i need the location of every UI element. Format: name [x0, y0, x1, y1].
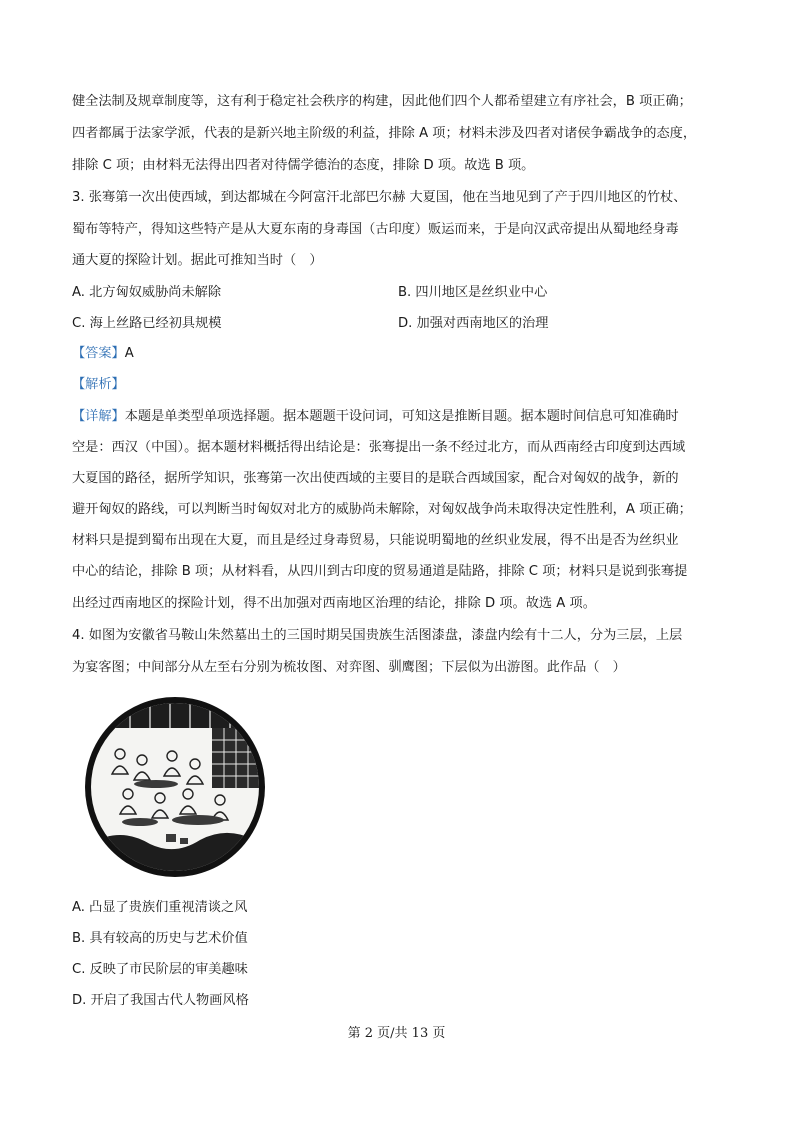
q3-detail-line: 空是：西汉（中国）。据本题材料概括得出结论是：张骞提出一条不经过北方，而从西南经古印度到达西域	[72, 440, 686, 455]
detail-text: 本题是单类型单项选择题。据本题题干设问词，可知这是推断目题。据本题时间信息可知准确时	[124, 409, 679, 424]
q4-stem-line: 为宴客图；中间部分从左至右分别为梳妆图、对弈图、驯鹰图；下层似为出游图。此作品（ ）	[72, 660, 626, 675]
q4-option-c: C. 反映了市民阶层的审美趣味	[72, 962, 248, 977]
analysis-tag	[72, 375, 125, 395]
q3-stem-line: 蜀布等特产，得知这些特产是从大夏东南的身毒国（古印度）贩运而来，于是向汉武帝提出从蜀地经身毒	[72, 222, 679, 237]
page-footer: 第 2 页/共 13 页	[347, 1026, 446, 1041]
answer-value: A	[124, 346, 134, 361]
q3-answer	[72, 344, 134, 364]
q3-detail-line: 中心的结论，排除 B 项；从材料看，从四川到古印度的贸易通道是陆路，排除 C 项；材料只是说到张骞提	[72, 564, 688, 579]
q3-detail-line: 材料只是提到蜀布出现在大夏，而且是经过身毒贸易，只能说明蜀地的丝织业发展，得不出是否为丝织业	[72, 533, 679, 548]
q3-option-b: B. 四川地区是丝织业中心	[398, 285, 548, 300]
intro-line: 四者都属于法家学派，代表的是新兴地主阶级的利益，排除 A 项；材料未涉及四者对诸侯争霸战争的态度，	[72, 126, 697, 141]
q3-detail-line: 避开匈奴的路线，可以判断当时匈奴对北方的威胁尚未解除，对匈奴战争尚未取得决定性胜利，A 项正确；	[72, 502, 692, 517]
q3-detail-line	[72, 407, 732, 427]
q4-option-b: B. 具有较高的历史与艺术价值	[72, 931, 248, 946]
lacquer-plate-image	[80, 694, 270, 879]
detail-tag: 【详解】	[72, 409, 125, 424]
intro-line: 健全法制及规章制度等，这有利于稳定社会秩序的构建，因此他们四个人都希望建立有序社会，B 项正确；	[72, 94, 692, 109]
q3-detail-line: 大夏国的路径，据所学知识，张骞第一次出使西域的主要目的是联合西域国家，配合对匈奴的战争，新的	[72, 471, 679, 486]
intro-line: 排除 C 项；由材料无法得出四者对待儒学德治的态度，排除 D 项。故选 B 项。	[72, 158, 535, 173]
analysis-tag-text: 【解析】	[72, 377, 125, 392]
q4-stem-line: 4. 如图为安徽省马鞍山朱然墓出土的三国时期吴国贵族生活图漆盘，漆盘内绘有十二人，分为三层，上层	[72, 628, 683, 643]
q3-stem-line: 通大夏的探险计划。据此可推知当时（ ）	[72, 253, 323, 268]
q4-option-a: A. 凸显了贵族们重视清谈之风	[72, 900, 248, 915]
q3-option-d: D. 加强对西南地区的治理	[398, 316, 549, 331]
q3-stem-line: 3. 张骞第一次出使西域，到达都城在今阿富汗北部巴尔赫 大夏国，他在当地见到了产于四川地区的竹杖、	[72, 190, 687, 205]
q3-option-a: A. 北方匈奴威胁尚未解除	[72, 285, 222, 300]
q4-option-d: D. 开启了我国古代人物画风格	[72, 993, 249, 1008]
q3-option-c: C. 海上丝路已经初具规模	[72, 316, 222, 331]
answer-tag: 【答案】	[72, 346, 125, 361]
q3-detail-line: 出经过西南地区的探险计划，得不出加强对西南地区治理的结论，排除 D 项。故选 A 项。	[72, 596, 596, 611]
